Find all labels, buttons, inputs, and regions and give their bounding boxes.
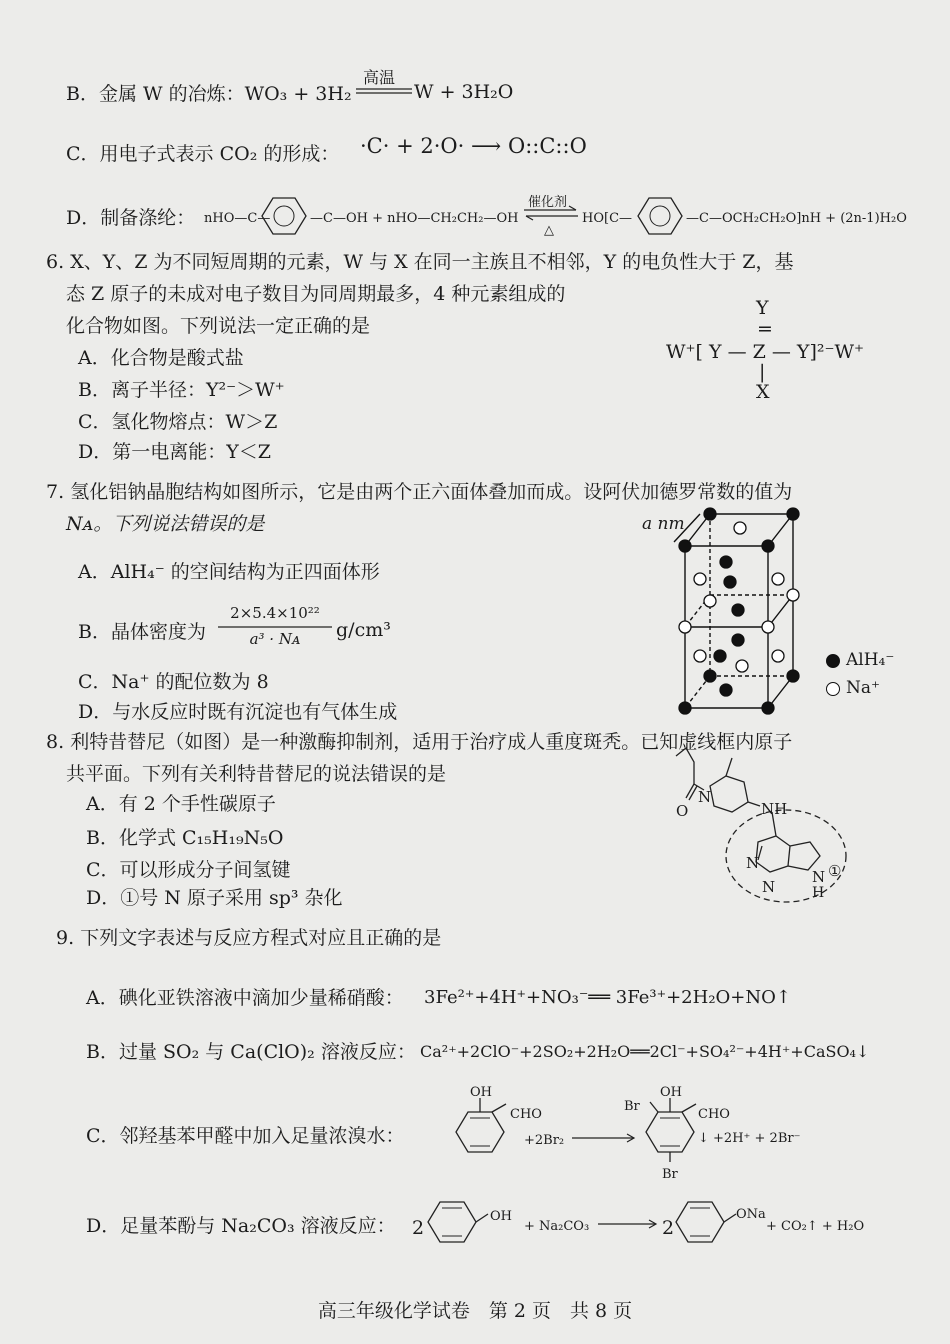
q9-c-arrow — [572, 1134, 638, 1142]
q7-option-b-prefix: B．晶体密度为 — [78, 621, 206, 643]
q8-mol-h: H — [812, 885, 825, 901]
q7-unit-cell-diagram — [660, 506, 820, 716]
q9-c-oh: OH — [470, 1085, 492, 1100]
q9-d-oh: OH — [490, 1209, 512, 1224]
q8-option-a: A．有 2 个手性碳原子 — [86, 793, 276, 815]
q9-c-br1: Br — [624, 1099, 640, 1114]
q6-option-c: C．氢化物熔点：W＞Z — [78, 411, 278, 433]
q9-d-coef2: 2 — [662, 1217, 675, 1239]
q8-mol-n1: N — [698, 788, 712, 806]
q8-mol-o: O — [676, 802, 689, 820]
q5-d-benzene2 — [638, 196, 682, 236]
q8-mol-nb: N — [762, 878, 776, 896]
q6-formula-bottom: X — [756, 381, 770, 403]
q5-d-reactant2: —C—OH + nHO—CH₂CH₂—OH — [310, 211, 519, 226]
q5-d-product1: HO[C— — [582, 211, 633, 226]
q6-formula-double-bond: = — [757, 318, 773, 340]
q9-d-phenol-ring — [428, 1200, 476, 1244]
q7-b-fraction-bar — [218, 626, 332, 628]
q6-option-b: B．离子半径：Y²⁻＞W⁺ — [78, 379, 285, 401]
q8-stem-line1: 8. 利特昔替尼（如图）是一种激酶抑制剂，适用于治疗成人重度斑秃。已知虚线框内原子 — [46, 731, 793, 753]
q9-d-reagent: + Na₂CO₃ — [524, 1219, 590, 1234]
q9-c-benzene-product — [646, 1110, 694, 1154]
q9-d-arrow — [598, 1220, 660, 1228]
q7-b-unit: g/cm³ — [336, 619, 391, 641]
q9-option-a-label: A．碘化亚铁溶液中滴加少量稀硝酸： — [86, 987, 404, 1009]
q5-b-product: W + 3H₂O — [414, 81, 514, 103]
q5-option-c: C．用电子式表示 CO₂ 的形成： — [66, 143, 340, 165]
q8-mol-nh: NH — [761, 800, 788, 818]
q6-option-a: A．化合物是酸式盐 — [78, 347, 244, 369]
q8-option-c: C．可以形成分子间氢键 — [86, 859, 291, 881]
q9-c-benzene-reactant — [456, 1110, 504, 1154]
q5-c-lhs: ·C· + 2·O· ⟶ — [360, 134, 502, 158]
q5-d-equilibrium-arrow — [524, 208, 578, 220]
q9-d-products: + CO₂↑ + H₂O — [766, 1219, 865, 1234]
q9-option-b-equation: Ca²⁺+2ClO⁻+2SO₂+2H₂O══2Cl⁻+SO₄²⁻+4H⁺+CaSO₄↓ — [420, 1042, 870, 1061]
q7-stem-line2: Nᴀ。下列说法错误的是 — [66, 513, 265, 535]
q6-option-d: D．第一电离能：Y＜Z — [78, 441, 271, 463]
q9-c-cho2: CHO — [698, 1107, 730, 1122]
q5-d-product2: —C—OCH₂CH₂O]nH + (2n-1)H₂O — [686, 211, 907, 226]
q9-stem: 9. 下列文字表述与反应方程式对应且正确的是 — [56, 927, 442, 949]
q8-mol-na: N — [746, 854, 760, 872]
q5-d-cond-top: 催化剂 — [528, 195, 568, 210]
q5-option-d: D．制备涤纶： — [66, 207, 196, 229]
q6-stem-line3: 化合物如图。下列说法一定正确的是 — [66, 315, 371, 337]
q5-d-reactant1: nHO—C— — [204, 211, 271, 226]
q9-c-reagent: +2Br₂ — [524, 1133, 565, 1148]
q5-b-double-line — [356, 88, 412, 96]
q7-option-a: A．AlH₄⁻ 的空间结构为正四面体形 — [78, 561, 380, 583]
q9-option-a-equation: 3Fe²⁺+4H⁺+NO₃⁻══ 3Fe³⁺+2H₂O+NO↑ — [424, 987, 791, 1008]
q5-d-benzene1 — [262, 196, 306, 236]
q9-option-d-label: D．足量苯酚与 Na₂CO₃ 溶液反应： — [86, 1215, 396, 1237]
q9-d-phenoxide-ring — [676, 1200, 724, 1244]
q5-c-rhs: O::C::O — [508, 134, 587, 158]
q7-b-denominator: a³ · Nᴀ — [249, 630, 301, 648]
q6-formula-main: W⁺[ Y — Z — Y]²⁻W⁺ — [666, 341, 865, 363]
q7-stem-line1: 7. 氢化铝钠晶胞结构如图所示，它是由两个正六面体叠加而成。设阿伏加德罗常数的值为 — [46, 481, 793, 503]
open-dot-icon — [826, 682, 840, 696]
filled-dot-icon — [826, 654, 840, 668]
q8-stem-line2: 共平面。下列有关利特昔替尼的说法错误的是 — [66, 763, 447, 785]
q9-option-c-label: C．邻羟基苯甲醛中加入足量浓溴水： — [86, 1125, 405, 1147]
q5-d-cond-bot: △ — [544, 223, 554, 238]
q8-mol-circle-one: ① — [828, 862, 842, 880]
q9-c-cho: CHO — [510, 1107, 542, 1122]
q9-d-ona: ONa — [736, 1207, 766, 1222]
q7-legend-open: Na⁺ — [826, 676, 880, 700]
page-footer: 高三年级化学试卷 第 2 页 共 8 页 — [317, 1300, 633, 1322]
q7-legend-filled: AlH₄⁻ — [826, 648, 894, 672]
q7-b-numerator: 2×5.4×10²² — [230, 604, 320, 622]
q9-option-b-label: B．过量 SO₂ 与 Ca(ClO)₂ 溶液反应： — [86, 1041, 416, 1063]
q6-formula-single-bond: | — [759, 361, 766, 383]
q7-option-c: C．Na⁺ 的配位数为 8 — [78, 671, 269, 693]
q8-option-d: D．①号 N 原子采用 sp³ 杂化 — [86, 887, 343, 909]
q8-option-b: B．化学式 C₁₅H₁₉N₅O — [86, 827, 284, 849]
q9-d-coef1: 2 — [412, 1217, 425, 1239]
q6-stem-line1: 6. X、Y、Z 为不同短周期的元素，W 与 X 在同一主族且不相邻，Y 的电负性大于 Z，基 — [46, 251, 794, 273]
q5-option-b: B．金属 W 的冶炼：WO₃ + 3H₂ — [66, 83, 352, 105]
q8-mol-nh1: N — [812, 868, 826, 886]
q6-stem-line2: 态 Z 原子的未成对电子数目为同周期最多，4 种元素组成的 — [66, 283, 566, 305]
q5-b-condition: 高温 — [363, 68, 396, 87]
q7-option-d: D．与水反应时既有沉淀也有气体生成 — [78, 701, 398, 723]
q7-cell-edge-label: a nm — [642, 514, 685, 534]
q9-c-products: ↓ +2H⁺ + 2Br⁻ — [698, 1131, 801, 1146]
q6-formula-top: Y — [756, 297, 769, 319]
q9-c-br2: Br — [662, 1167, 678, 1182]
q9-c-oh2: OH — [660, 1085, 682, 1100]
